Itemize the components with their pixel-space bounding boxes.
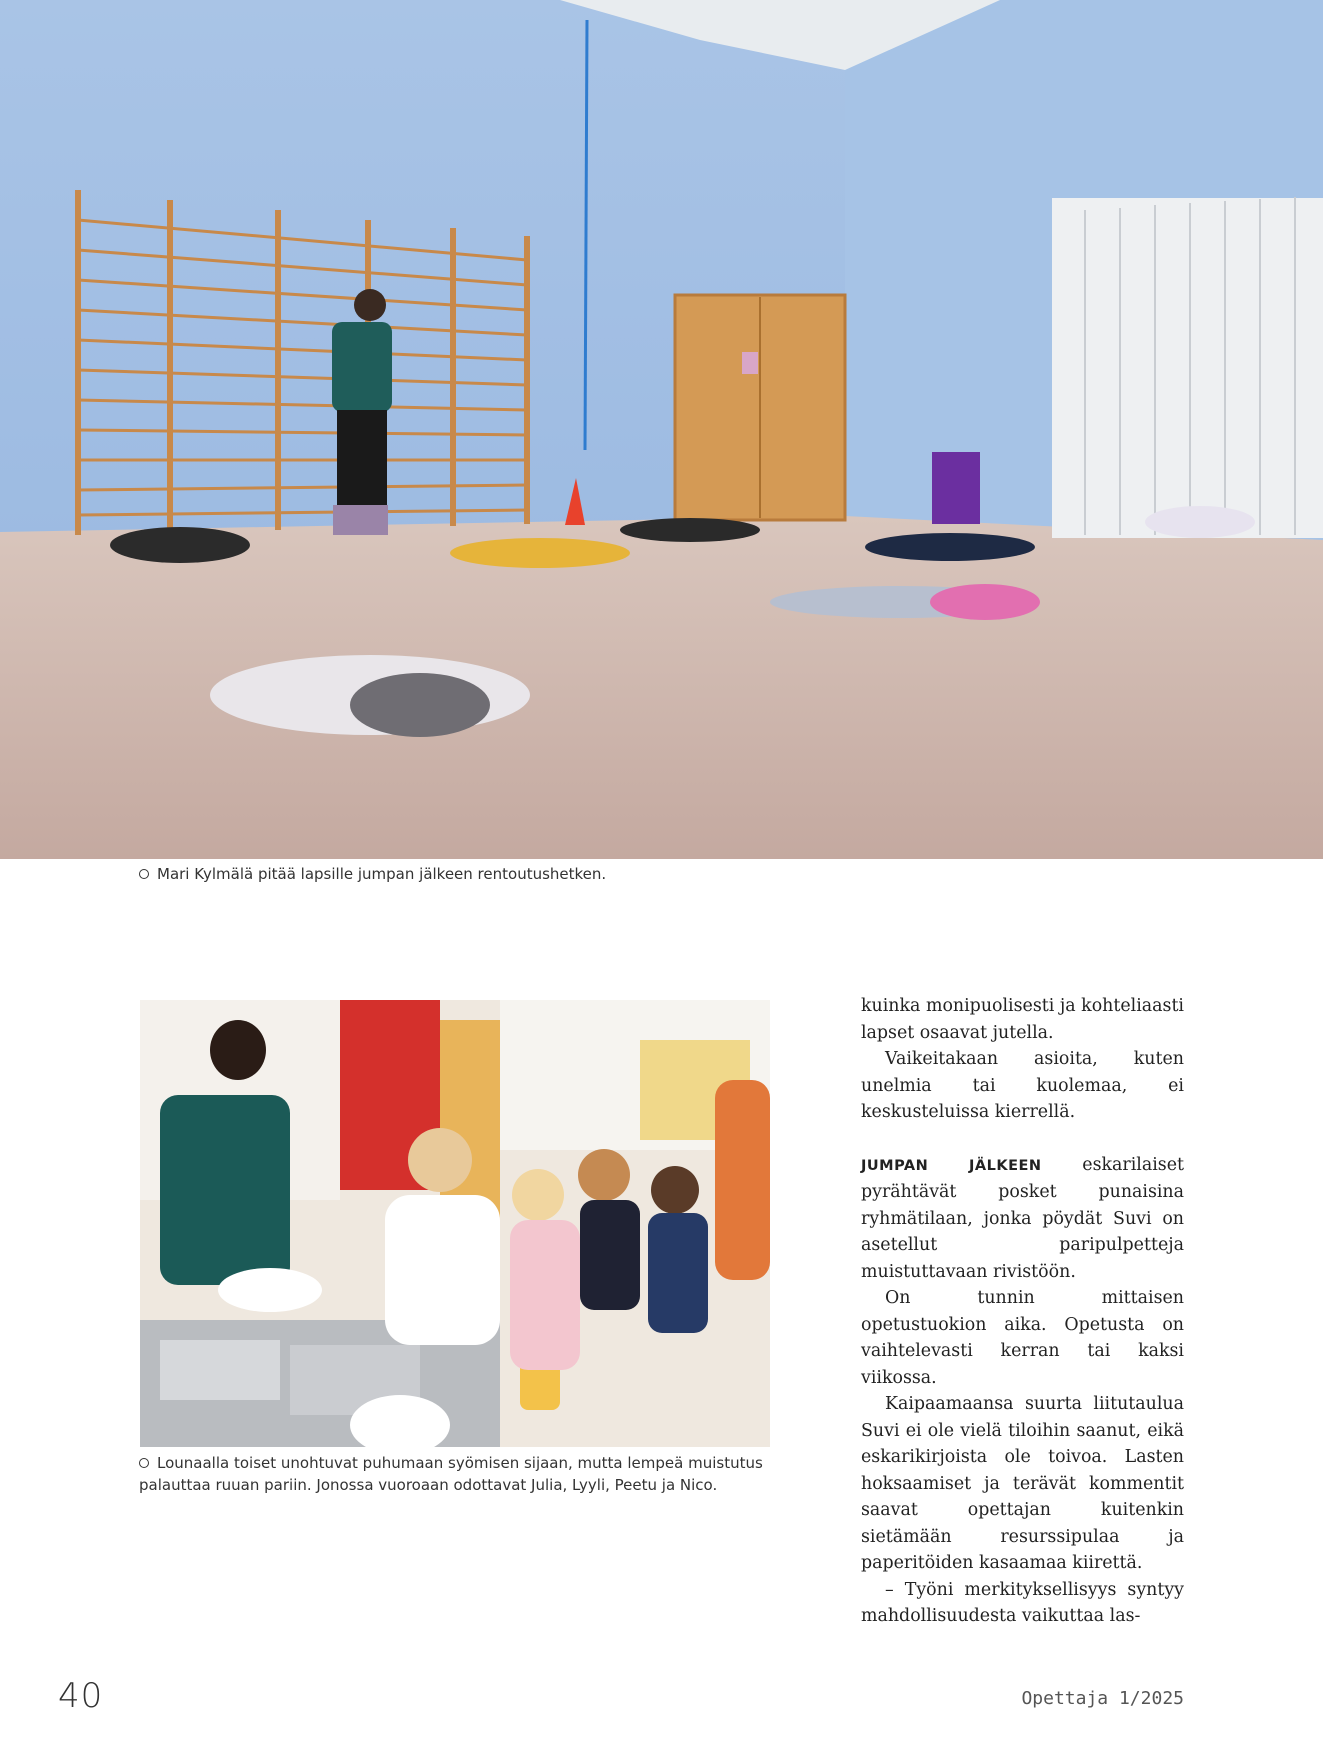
gym-relaxation-photo xyxy=(0,0,1323,859)
article-paragraph: – Työni merkityksellisyys syntyy mahdollisuudesta vaikuttaa las- xyxy=(861,1579,1184,1626)
magazine-issue: Opettaja 1/2025 xyxy=(1021,1688,1184,1709)
caption-bullet-icon xyxy=(139,869,149,879)
article-paragraph xyxy=(861,1152,1184,1286)
paragraph-text: eskarilaiset pyrähtävät posket punaisina ryhmätilaan, jonka pöydät Suvi on asetellut paripulpetteja muistuttavaan rivistöön. xyxy=(861,1154,1184,1282)
paragraph-lead-in: JUMPAN JÄLKEEN xyxy=(861,1157,1042,1174)
article-paragraph: Kaipaamaansa suurta liitutaulua Suvi ei ole vielä tiloihin saanut, eikä eskarikirjoista ole toivoa. Lasten hoksaamiset ja terävät kommentit saavat opettajan kuitenkin sietämään resurssipulaa ja paperitöiden kasaamaa kiirettä. xyxy=(861,1394,1184,1573)
top-caption-text: Mari Kylmälä pitää lapsille jumpan jälkeen rentoutushetken. xyxy=(157,865,607,883)
article-body xyxy=(861,993,1184,1630)
lunch-queue-photo xyxy=(140,1000,770,1447)
article-paragraph: kuinka monipuolisesti ja kohteliaasti lapset osaavat jutella. xyxy=(861,996,1184,1043)
lunch-caption-text: Lounaalla toiset unohtuvat puhumaan syömisen sijaan, mutta lempeä muistutus palauttaa ruuan pariin. Jonossa vuoroaan odottavat Julia, Lyyli, Peetu ja Nico. xyxy=(139,1454,763,1494)
page-number: 40 xyxy=(58,1676,104,1716)
top-photo-caption xyxy=(139,863,1039,885)
article-paragraph: On tunnin mittaisen opetustuokion aika. Opetusta on vaihtelevasti kerran tai kaksi viikossa. xyxy=(861,1288,1184,1388)
lunch-photo-caption xyxy=(139,1452,779,1496)
caption-bullet-icon xyxy=(139,1458,149,1468)
article-paragraph: Vaikeitakaan asioita, kuten unelmia tai kuolemaa, ei keskusteluissa kierrellä. xyxy=(861,1049,1184,1122)
